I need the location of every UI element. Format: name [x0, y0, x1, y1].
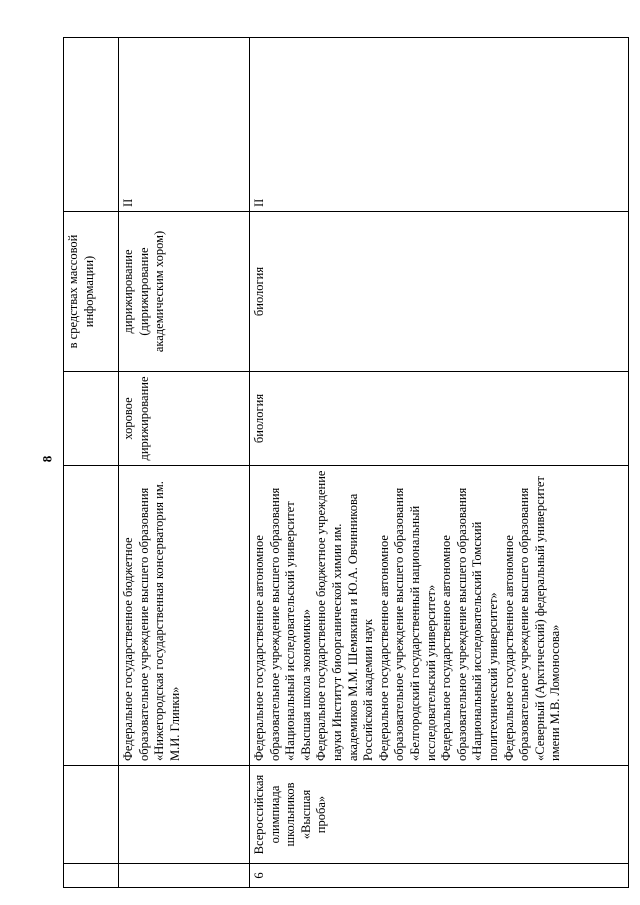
cell-olympiad: Всероссийская олимпиада школьников «Высшая проба»: [250, 766, 629, 864]
cell-organizer: Федеральное государственное автономное образовательное учреждение высшего образования «Национальный исследовательский университет «Высшая школа экономики» Федеральное государственное бюджетное учреждение науки Институт биоорганической химии им. академиков М.М. Шемякина и Ю.А. Овчинникова Российской академии наук Федеральное государственное автономное образовательное учреждение высшего образования «Белгородский государственный национальный исследовательский университет» Федеральное государственное автономное образовательное учреждение высшего образования «Национальный исследовательский Томский политехнический университет» Федеральное государственное автономное образовательное учреждение высшего образования «Северный (Арктический) федеральный университет имени М.В. Ломоносова»: [250, 466, 629, 766]
cell-profile: биология: [250, 372, 629, 466]
cell-olympiad: [64, 766, 119, 864]
rotated-table-area: [63, 38, 617, 888]
cell-olympiad: [119, 766, 250, 864]
table-row: [250, 38, 629, 888]
cell-subject: в средствах массовой информации): [64, 212, 119, 372]
cell-num: [119, 864, 250, 888]
cell-profile: [64, 372, 119, 466]
cell-level: II: [119, 38, 250, 212]
table-row: [64, 38, 119, 888]
page-number: 8: [39, 455, 55, 463]
cell-level: [64, 38, 119, 212]
cell-num: 6: [250, 864, 629, 888]
table-wrapper: [63, 38, 617, 888]
table-row: [119, 38, 250, 888]
cell-subject: биология: [250, 212, 629, 372]
olympiad-table: [63, 37, 629, 888]
cell-subject: дирижирование (дирижирование академическим хором): [119, 212, 250, 372]
cell-profile: хоровое дирижирование: [119, 372, 250, 466]
cell-organizer: [64, 466, 119, 766]
cell-level: II: [250, 38, 629, 212]
cell-num: [64, 864, 119, 888]
cell-organizer: Федеральное государственное бюджетное образовательное учреждение высшего образования «Нижегородская государственная консерватория им. М.И. Глинки»: [119, 466, 250, 766]
